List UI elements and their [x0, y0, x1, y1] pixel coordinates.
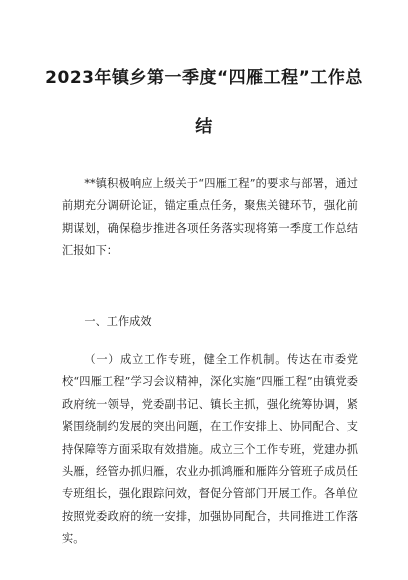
document-title-line-2: 结	[195, 117, 213, 137]
section-paragraph-1: （一）成立工作专班，健全工作机制。传达在市委党校“四雁工程”学习会议精神，深化实施“四雁工程”由镇党委政府统一领导，党委副书记、镇长主抓，强化统筹协调，紧紧围绕制约发展的突出问题，在工作安排上、协同配合、支持保障等方面采取有效措施。成立三个工作专班，党建办抓头雁，经管办抓归雁，农业办抓鸿雁和雁阵分管班子成员任专班组长，强化跟踪问效，督促分管部门开展工作。各单位按照党委政府的统一安排，加强协同配合，共同推进工作落实。	[62, 353, 358, 546]
document-title-line-1: 2023年镇乡第一季度“四雁工程”工作总	[45, 68, 363, 88]
section-heading-work-results: 一、工作成效	[84, 315, 152, 328]
intro-paragraph: **镇积极响应上级关于“四雁工程”的要求与部署，通过前期充分调研论证，锚定重点任务，聚焦关键环节，强化前期谋划，确保稳步推进各项任务落实现将第一季度工作总结汇报如下：	[62, 177, 358, 258]
